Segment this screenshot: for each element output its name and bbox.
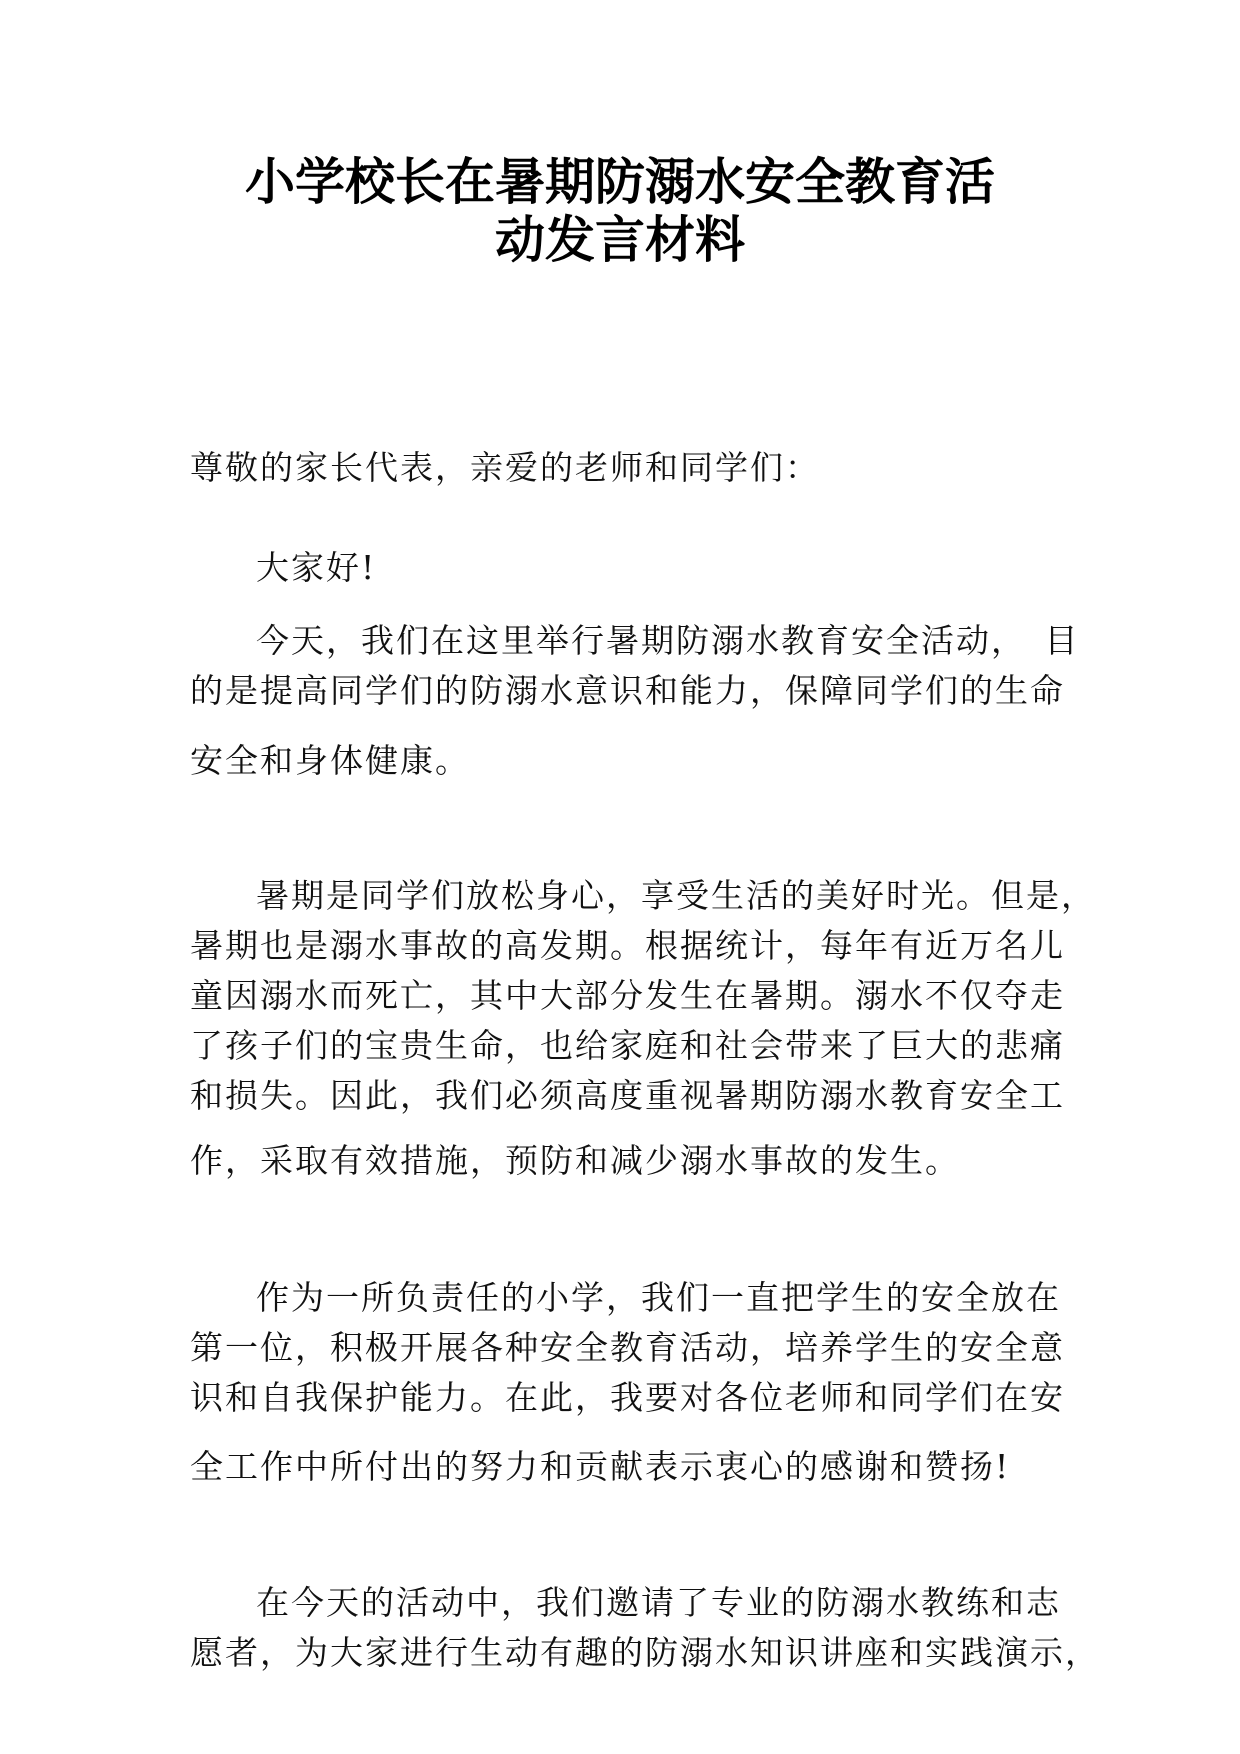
paragraph-2-line-4: 了孩子们的宝贵生命，也给家庭和社会带来了巨大的悲痛 xyxy=(190,1026,1065,1065)
paragraph-1-line-2: 的是提高同学们的防溺水意识和能力，保障同学们的生命 xyxy=(190,671,1065,710)
paragraph-1-line-1: 今天，我们在这里举行暑期防溺水教育安全活动， 目 xyxy=(256,621,1080,660)
document-title-line-2: 动发言材料 xyxy=(495,211,745,269)
paragraph-4-line-1: 在今天的活动中，我们邀请了专业的防溺水教练和志 xyxy=(256,1583,1061,1622)
paragraph-2-line-6: 作，采取有效措施，预防和减少溺水事故的发生。 xyxy=(190,1141,960,1180)
paragraph-3-line-3: 识和自我保护能力。在此，我要对各位老师和同学们在安 xyxy=(190,1378,1065,1417)
paragraph-3-line-1: 作为一所负责任的小学，我们一直把学生的安全放在 xyxy=(256,1278,1061,1317)
paragraph-1-line-3: 安全和身体健康。 xyxy=(190,741,470,780)
paragraph-2-line-2: 暑期也是溺水事故的高发期。根据统计，每年有近万名儿 xyxy=(190,926,1065,965)
greeting: 大家好! xyxy=(256,548,377,587)
paragraph-2-line-3: 童因溺水而死亡，其中大部分发生在暑期。溺水不仅夺走 xyxy=(190,976,1065,1015)
paragraph-3-line-4: 全工作中所付出的努力和贡献表示衷心的感谢和赞扬! xyxy=(190,1447,1011,1486)
paragraph-3-line-2: 第一位，积极开展各种安全教育活动，培养学生的安全意 xyxy=(190,1328,1065,1367)
salutation: 尊敬的家长代表，亲爱的老师和同学们： xyxy=(190,448,820,487)
document-title-line-1: 小学校长在暑期防溺水安全教育活 xyxy=(245,153,995,211)
paragraph-4-line-2: 愿者，为大家进行生动有趣的防溺水知识讲座和实践演示， xyxy=(190,1633,1100,1672)
paragraph-2-line-5: 和损失。因此，我们必须高度重视暑期防溺水教育安全工 xyxy=(190,1076,1065,1115)
paragraph-2-line-1: 暑期是同学们放松身心，享受生活的美好时光。但是， xyxy=(256,876,1096,915)
